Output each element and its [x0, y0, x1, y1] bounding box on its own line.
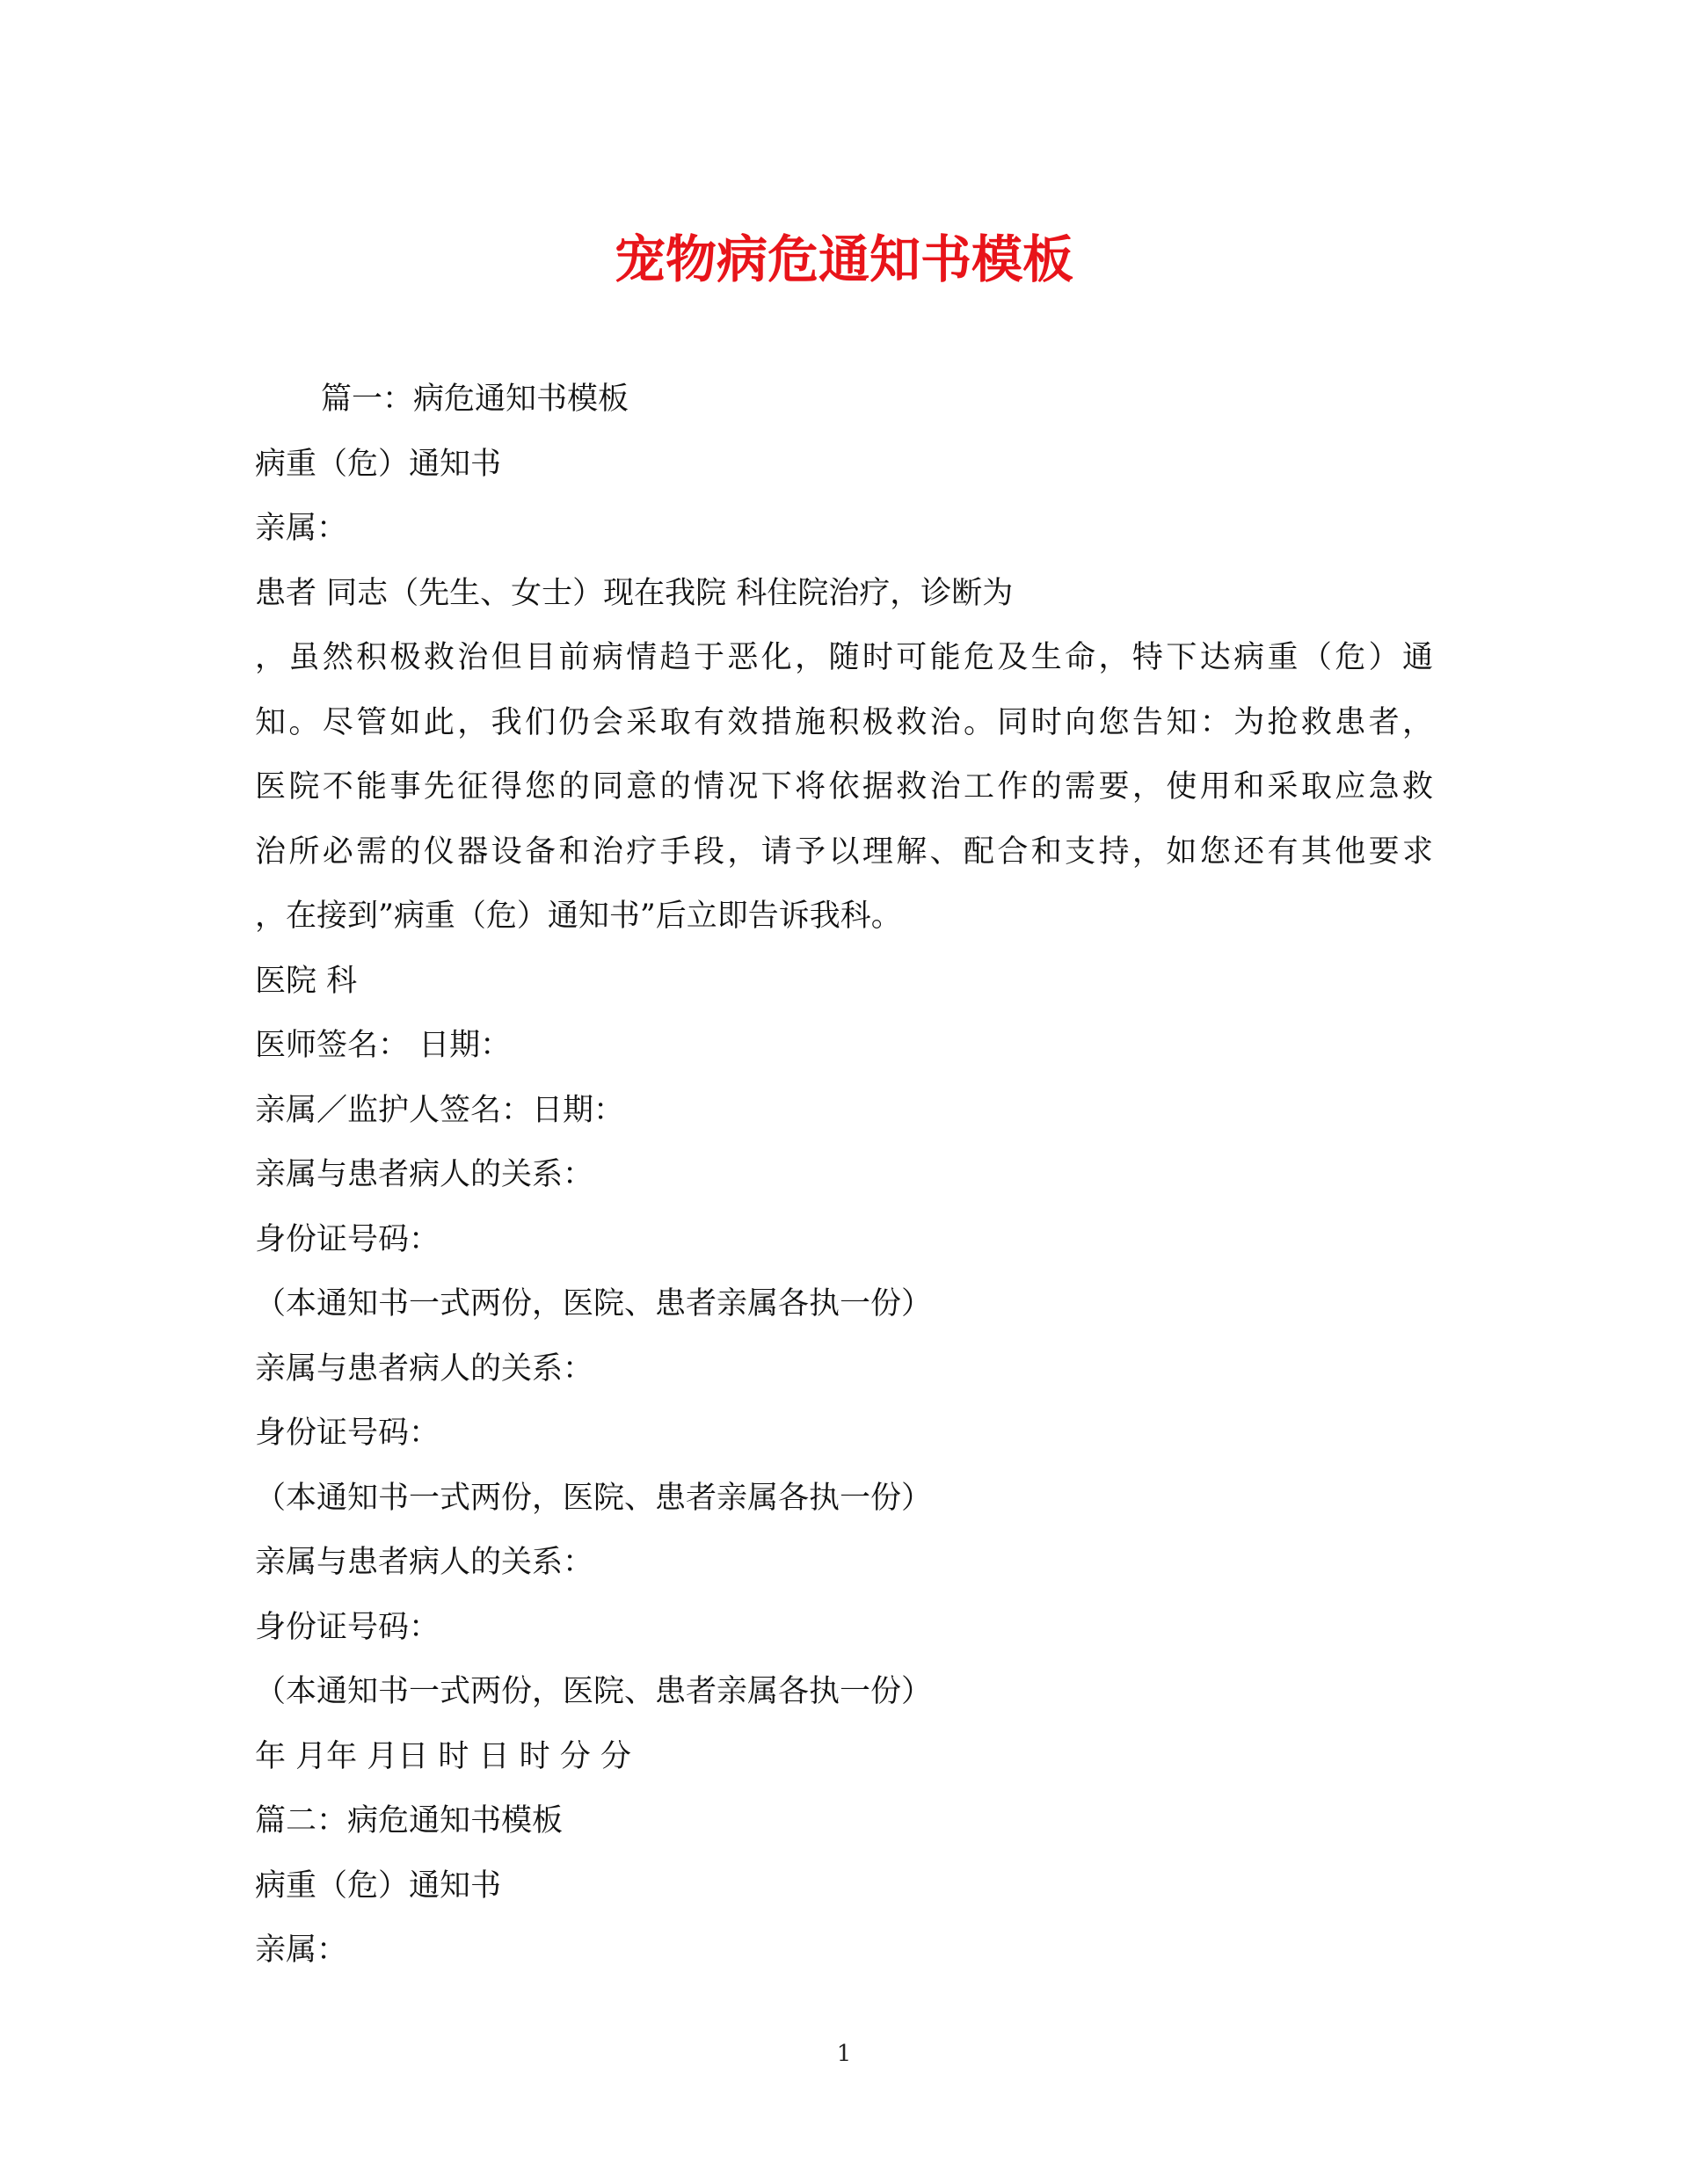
- guardian-signature-line: 亲属／监护人签名：日期：: [255, 1092, 625, 1128]
- paragraph-line: 医院不能事先征得您的同意的情况下将依据救治工作的需要，使用和采取应急救: [255, 769, 1433, 804]
- paragraph-line: ，在接到”病重（危）通知书”后立即告诉我科。: [255, 899, 902, 934]
- document-title: 宠物病危通知书模板: [614, 229, 1073, 289]
- paragraph-line: 治所必需的仪器设备和治疗手段，请予以理解、配合和支持，如您还有其他要求: [255, 834, 1433, 870]
- relationship-line: 亲属与患者病人的关系：: [255, 1545, 594, 1580]
- id-number-line: 身份证号码：: [255, 1416, 440, 1451]
- paragraph-line: 知。尽管如此，我们仍会采取有效措施积极救治。同时向您告知：为抢救患者，: [255, 704, 1433, 740]
- date-time-line: 年 月年 月日 时 日 时 分 分: [255, 1738, 631, 1774]
- addressee-line: 亲属：: [255, 511, 348, 546]
- doctor-signature-line: 医师签名： 日期：: [255, 1028, 512, 1063]
- document-body: [255, 368, 1433, 1984]
- page-number: 1: [836, 2041, 852, 2067]
- notice-heading: 病重（危）通知书: [255, 1867, 502, 1904]
- copies-note: （本通知书一式两份，医院、患者亲属各执一份）: [255, 1674, 933, 1709]
- paragraph-line: ，虽然积极救治但目前病情趋于恶化，随时可能危及生命，特下达病重（危）通: [255, 640, 1433, 675]
- relationship-line: 亲属与患者病人的关系：: [255, 1350, 594, 1387]
- relationship-line: 亲属与患者病人的关系：: [255, 1157, 594, 1192]
- addressee-line: 亲属：: [255, 1933, 348, 1968]
- id-number-line: 身份证号码：: [255, 1609, 440, 1645]
- hospital-department-line: 医院 科: [255, 963, 358, 999]
- id-number-line: 身份证号码：: [255, 1221, 440, 1257]
- copies-note: （本通知书一式两份，医院、患者亲属各执一份）: [255, 1286, 933, 1321]
- copies-note: （本通知书一式两份，医院、患者亲属各执一份）: [255, 1480, 933, 1516]
- patient-line: 患者 同志（先生、女士）现在我院 科住院治疗，诊断为: [255, 575, 1014, 611]
- section-heading: 篇二：病危通知书模板: [255, 1803, 564, 1838]
- notice-heading: 病重（危）通知书: [255, 446, 502, 482]
- section-heading: 篇一：病危通知书模板: [321, 382, 629, 417]
